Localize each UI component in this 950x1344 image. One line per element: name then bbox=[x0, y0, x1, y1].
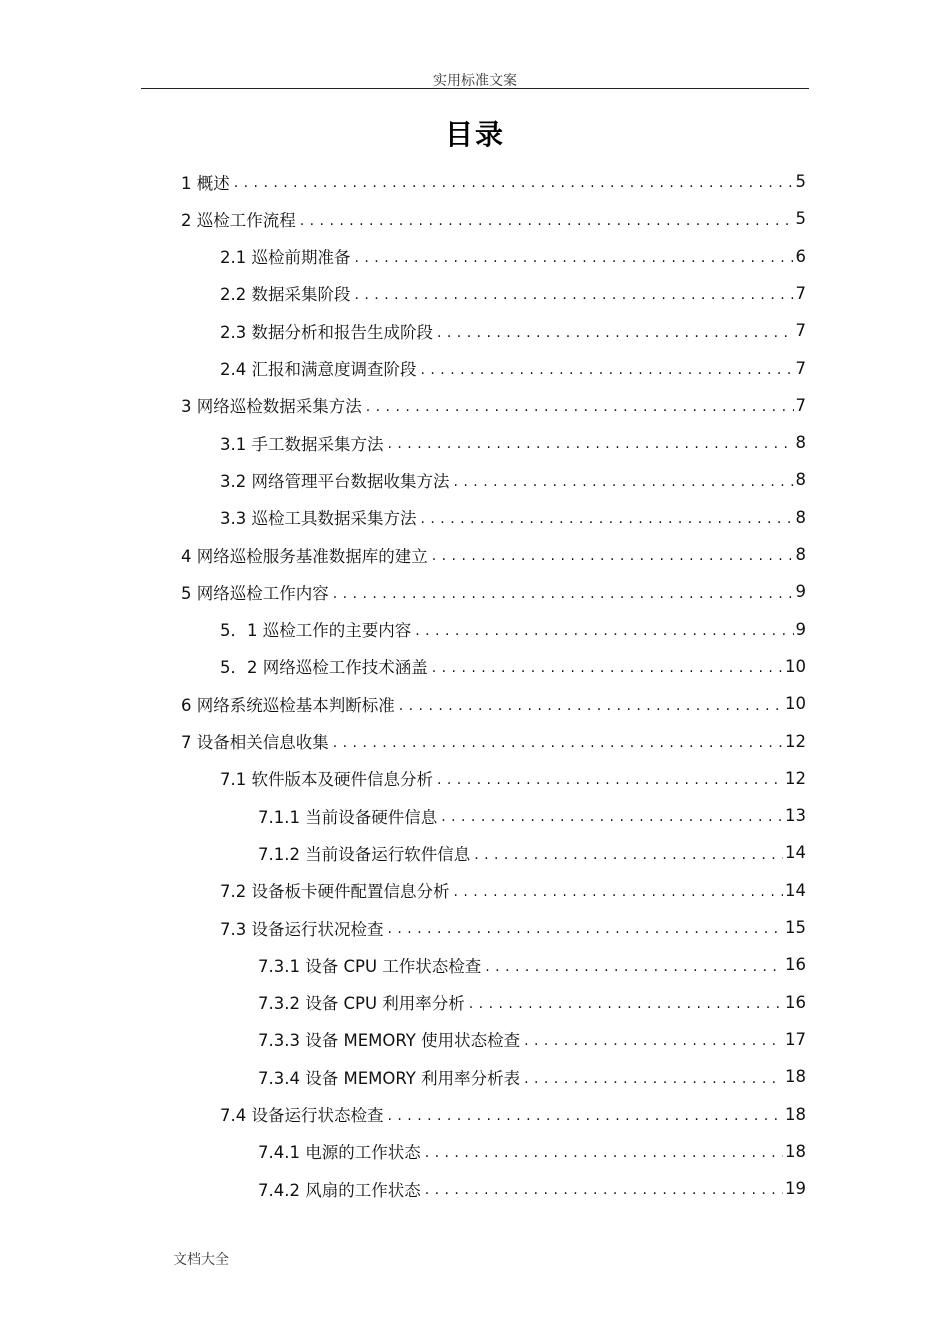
toc-dot-leader bbox=[421, 358, 794, 378]
toc-entry-page-number: 10 bbox=[785, 694, 806, 714]
toc-dot-leader bbox=[388, 918, 784, 938]
toc-entry[interactable] bbox=[181, 387, 806, 424]
toc-dot-leader bbox=[432, 656, 783, 676]
toc-entry-page-number: 16 bbox=[785, 955, 806, 975]
toc-entry[interactable] bbox=[181, 536, 806, 573]
toc-dot-leader bbox=[415, 619, 793, 639]
toc-entry[interactable] bbox=[181, 200, 806, 237]
toc-entry-label: 1 概述 bbox=[181, 173, 230, 193]
toc-entry[interactable] bbox=[220, 648, 806, 685]
toc-entry-label: 2.4 汇报和满意度调查阶段 bbox=[220, 360, 417, 379]
header-rule bbox=[141, 88, 809, 89]
toc-entry[interactable] bbox=[258, 797, 806, 834]
toc-entry-page-number: 8 bbox=[795, 470, 806, 490]
toc-dot-leader bbox=[441, 806, 783, 826]
toc-entry-label: 7 设备相关信息收集 bbox=[181, 733, 329, 752]
toc-entry[interactable] bbox=[258, 1021, 806, 1058]
toc-entry[interactable] bbox=[258, 1170, 806, 1207]
toc-dot-leader bbox=[355, 283, 794, 303]
toc-entry[interactable] bbox=[181, 573, 806, 610]
toc-dot-leader bbox=[485, 955, 783, 975]
toc-entry-label: 3.2 网络管理平台数据收集方法 bbox=[220, 471, 450, 491]
toc-entry[interactable] bbox=[181, 723, 806, 760]
toc-entry-label: 7.1.2 当前设备运行软件信息 bbox=[258, 844, 471, 864]
toc-entry[interactable] bbox=[220, 872, 806, 909]
toc-entry-page-number: 9 bbox=[795, 582, 806, 602]
page-header-text: 实用标准文案 bbox=[433, 73, 517, 89]
toc-entry[interactable] bbox=[220, 312, 806, 349]
toc-entry-label: 2.3 数据分析和报告生成阶段 bbox=[220, 322, 433, 342]
toc-entry-page-number: 18 bbox=[785, 1067, 806, 1087]
toc-dot-leader bbox=[474, 843, 783, 863]
toc-dot-leader bbox=[366, 395, 794, 415]
toc-entry-page-number: 8 bbox=[795, 545, 806, 564]
toc-entry-page-number: 10 bbox=[785, 656, 806, 676]
toc-dot-leader bbox=[234, 172, 794, 192]
toc-dot-leader bbox=[437, 321, 794, 341]
toc-entry[interactable] bbox=[181, 685, 806, 722]
toc-dot-leader bbox=[333, 731, 783, 751]
toc-dot-leader bbox=[388, 1104, 784, 1124]
toc-entry-label: 4 网络巡检服务基准数据库的建立 bbox=[181, 546, 428, 566]
toc-dot-leader bbox=[432, 545, 794, 565]
toc-entry-label: 5．2 网络巡检工作技术涵盖 bbox=[220, 658, 428, 678]
toc-dot-leader bbox=[421, 507, 794, 527]
toc-entry-label: 7.1.1 当前设备硬件信息 bbox=[258, 807, 438, 827]
toc-entry[interactable] bbox=[220, 461, 806, 498]
toc-entry-page-number: 7 bbox=[795, 283, 806, 303]
toc-entry-label: 7.3.3 设备 MEMORY 使用状态检查 bbox=[258, 1031, 521, 1051]
toc-entry-label: 2 巡检工作流程 bbox=[181, 210, 296, 230]
toc-entry-page-number: 7 bbox=[795, 358, 806, 378]
toc-entry-page-number: 7 bbox=[795, 321, 806, 341]
toc-dot-leader bbox=[399, 694, 783, 714]
toc-entry-label: 7.4 设备运行状态检查 bbox=[220, 1106, 384, 1125]
toc-entry-label: 6 网络系统巡检基本判断标准 bbox=[181, 695, 395, 715]
toc-entry-label: 5．1 巡检工作的主要内容 bbox=[220, 621, 412, 641]
toc-entry-label: 3.1 手工数据采集方法 bbox=[220, 434, 384, 454]
toc-dot-leader bbox=[388, 433, 794, 453]
toc-entry-page-number: 14 bbox=[785, 843, 806, 863]
toc-entry[interactable] bbox=[220, 760, 806, 797]
toc-entry[interactable] bbox=[258, 946, 806, 983]
toc-dot-leader bbox=[524, 1029, 783, 1049]
toc-entry-page-number: 12 bbox=[785, 731, 806, 751]
toc-entry-page-number: 14 bbox=[785, 880, 806, 900]
toc-entry-page-number: 18 bbox=[785, 1104, 806, 1124]
toc-entry-label: 7.4.1 电源的工作状态 bbox=[258, 1143, 421, 1163]
toc-dot-leader bbox=[355, 246, 794, 266]
toc-entry[interactable] bbox=[258, 1133, 806, 1170]
toc-entry-page-number: 5 bbox=[795, 172, 806, 191]
toc-dot-leader bbox=[425, 1179, 783, 1199]
toc-entry-label: 7.1 软件版本及硬件信息分析 bbox=[220, 770, 433, 790]
toc-entry-page-number: 16 bbox=[785, 992, 806, 1012]
toc-entry[interactable] bbox=[220, 238, 806, 275]
toc-entry-page-number: 12 bbox=[785, 768, 806, 788]
page-footer-text: 文档大全 bbox=[173, 1252, 229, 1268]
toc-entry-page-number: 6 bbox=[795, 246, 806, 266]
toc-entry-page-number: 18 bbox=[785, 1141, 806, 1161]
toc-entry-page-number: 15 bbox=[785, 918, 806, 937]
toc-entry[interactable] bbox=[258, 1058, 806, 1095]
toc-entry[interactable] bbox=[220, 611, 806, 648]
toc-entry-label: 7.3.4 设备 MEMORY 利用率分析表 bbox=[258, 1068, 521, 1088]
toc-entry[interactable] bbox=[220, 275, 806, 312]
toc-entry-label: 7.3 设备运行状况检查 bbox=[220, 919, 384, 939]
toc-entry-label: 7.2 设备板卡硬件配置信息分析 bbox=[220, 882, 450, 902]
toc-entry-label: 7.3.2 设备 CPU 利用率分析 bbox=[258, 994, 465, 1014]
toc-dot-leader bbox=[524, 1067, 783, 1087]
toc-entry-page-number: 7 bbox=[795, 395, 806, 415]
toc-dot-leader bbox=[425, 1141, 783, 1161]
toc-entry-page-number: 9 bbox=[795, 619, 806, 639]
toc-dot-leader bbox=[333, 582, 794, 602]
toc-entry-label: 2.2 数据采集阶段 bbox=[220, 285, 351, 305]
toc-entry[interactable] bbox=[220, 424, 806, 461]
toc-title: 目录 bbox=[444, 118, 505, 151]
toc-dot-leader bbox=[437, 768, 783, 788]
toc-entry-label: 7.3.1 设备 CPU 工作状态检查 bbox=[258, 956, 482, 976]
toc-dot-leader bbox=[454, 880, 784, 900]
toc-dot-leader bbox=[469, 992, 783, 1012]
toc-entry[interactable] bbox=[258, 984, 806, 1021]
toc-entry[interactable] bbox=[258, 834, 806, 871]
toc-entry-label: 2.1 巡检前期准备 bbox=[220, 248, 351, 268]
toc-entry-label: 3.3 巡检工具数据采集方法 bbox=[220, 509, 417, 529]
toc-entry[interactable] bbox=[220, 499, 806, 536]
toc-entry[interactable] bbox=[220, 350, 806, 387]
toc-dot-leader bbox=[454, 470, 794, 490]
toc-entry-page-number: 8 bbox=[795, 507, 806, 527]
toc-entry-page-number: 8 bbox=[795, 433, 806, 453]
toc-entry-label: 3 网络巡检数据采集方法 bbox=[181, 397, 362, 417]
toc-entry[interactable] bbox=[220, 1096, 806, 1133]
toc-entry-label: 5 网络巡检工作内容 bbox=[181, 583, 329, 603]
toc-dot-leader bbox=[300, 209, 794, 229]
toc-entry-page-number: 19 bbox=[785, 1179, 806, 1199]
toc-entry-page-number: 13 bbox=[785, 806, 806, 826]
toc-entry-page-number: 17 bbox=[785, 1029, 806, 1049]
toc-entry-page-number: 5 bbox=[795, 209, 806, 229]
toc-entry[interactable] bbox=[220, 909, 806, 946]
toc-entry[interactable] bbox=[181, 163, 806, 200]
toc-entry-label: 7.4.2 风扇的工作状态 bbox=[258, 1180, 421, 1200]
